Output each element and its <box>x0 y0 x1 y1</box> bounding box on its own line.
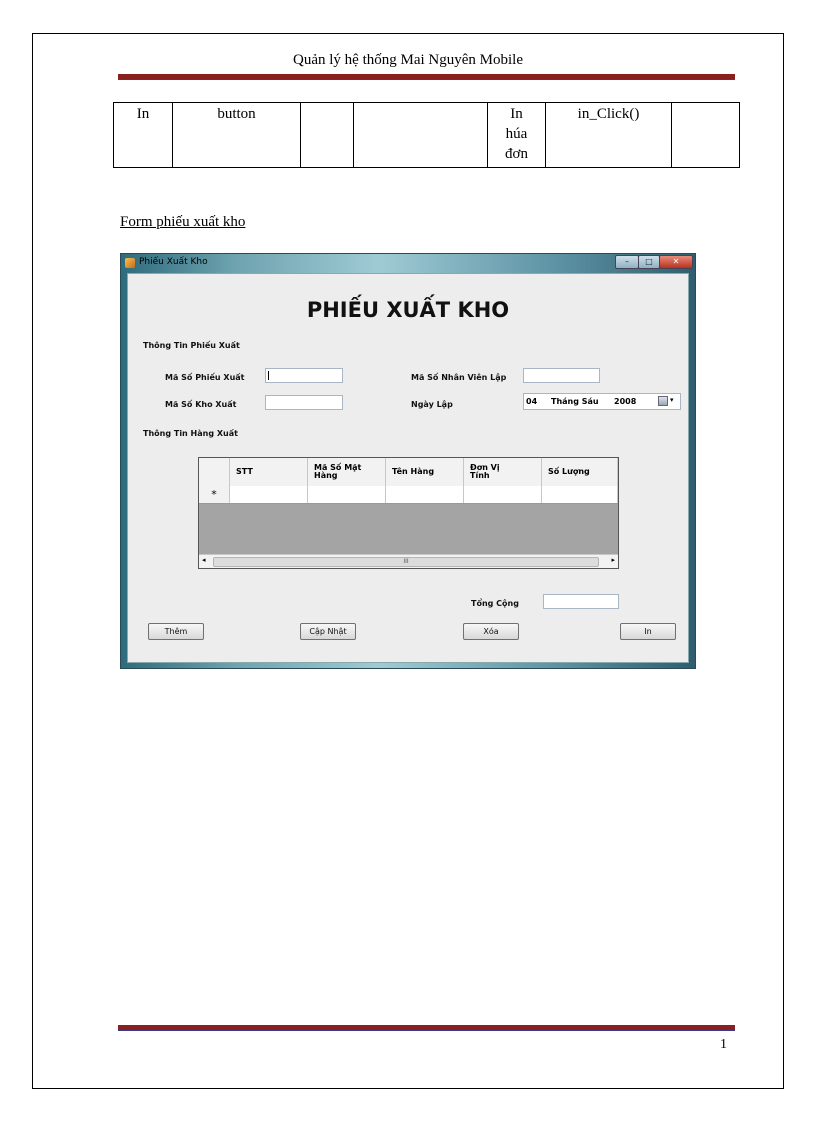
date-month: Tháng Sáu <box>551 397 599 406</box>
warehouse-no-input[interactable] <box>265 395 343 410</box>
employee-no-input[interactable] <box>523 368 600 383</box>
total-input[interactable] <box>543 594 619 609</box>
close-icon[interactable]: ✕ <box>659 255 693 269</box>
table-cell-empty-2 <box>354 103 488 168</box>
window-title: Phiếu Xuất Kho <box>139 257 208 267</box>
grid-corner <box>199 458 230 486</box>
grid-cell[interactable] <box>230 486 308 503</box>
new-row-marker: * <box>199 486 230 503</box>
receipt-no-input[interactable] <box>265 368 343 383</box>
control-table <box>113 102 740 168</box>
table-cell-name: In <box>114 103 173 168</box>
print-button[interactable]: In <box>620 623 676 640</box>
label-total: Tổng Cộng <box>471 599 519 608</box>
add-button[interactable]: Thêm <box>148 623 204 640</box>
table-cell-empty-1 <box>301 103 354 168</box>
label-warehouse-no: Mã Số Kho Xuất <box>165 400 237 409</box>
horizontal-scrollbar[interactable] <box>199 554 618 568</box>
grid-col-item-name[interactable]: Tên Hàng <box>386 458 464 486</box>
text-caret <box>268 371 269 380</box>
table-row <box>114 103 740 168</box>
app-icon <box>125 258 135 268</box>
grid-col-quantity[interactable]: Số Lượng <box>542 458 618 486</box>
table-cell-type: button <box>173 103 301 168</box>
grid-cell[interactable] <box>464 486 542 503</box>
table-row[interactable] <box>199 486 618 504</box>
grid-cell[interactable] <box>386 486 464 503</box>
label-date: Ngày Lập <box>411 400 453 409</box>
footer-rule <box>118 1025 735 1031</box>
group-label-goods: Thông Tin Hàng Xuất <box>143 429 238 438</box>
delete-button[interactable]: Xóa <box>463 623 519 640</box>
date-picker[interactable] <box>523 393 681 410</box>
update-button[interactable]: Cập Nhật <box>300 623 356 640</box>
group-label-receipt: Thông Tin Phiếu Xuất <box>143 341 240 350</box>
page-number: 1 <box>720 1037 727 1052</box>
grid-col-stt[interactable]: STT <box>230 458 308 486</box>
section-heading: Form phiếu xuất kho <box>120 214 246 230</box>
label-employee-no: Mã Số Nhân Viên Lập <box>411 373 507 382</box>
grid-col-unit[interactable]: Đơn Vị Tính <box>464 458 542 486</box>
grid-cell[interactable] <box>542 486 618 503</box>
form-window <box>120 253 696 669</box>
document-header-title: Quản lý hệ thống Mai Nguyên Mobile <box>293 52 523 68</box>
header-rule <box>118 74 735 80</box>
grid-col-item-code[interactable]: Mã Số Mặt Hàng <box>308 458 386 486</box>
scroll-right-icon[interactable]: ▸ <box>611 556 615 564</box>
date-day: 04 <box>526 397 538 406</box>
date-year: 2008 <box>614 397 637 406</box>
label-receipt-no: Mã Số Phiếu Xuất <box>165 373 245 382</box>
table-cell-event: in_Click() <box>546 103 672 168</box>
minimize-icon[interactable]: – <box>615 255 639 269</box>
maximize-icon[interactable]: □ <box>638 255 660 269</box>
grid-header <box>199 458 618 487</box>
table-cell-caption: In húa đơn <box>488 103 546 168</box>
table-cell-empty-3 <box>672 103 740 168</box>
form-client-area <box>127 273 689 663</box>
grid-cell[interactable] <box>308 486 386 503</box>
scroll-thumb[interactable]: III <box>213 557 599 567</box>
calendar-icon[interactable] <box>658 396 668 406</box>
window-titlebar[interactable] <box>121 254 695 272</box>
form-title: PHIẾU XUẤT KHO <box>306 298 510 322</box>
goods-grid[interactable] <box>198 457 619 569</box>
chevron-down-icon[interactable]: ▾ <box>670 396 674 404</box>
scroll-left-icon[interactable]: ◂ <box>202 556 206 564</box>
